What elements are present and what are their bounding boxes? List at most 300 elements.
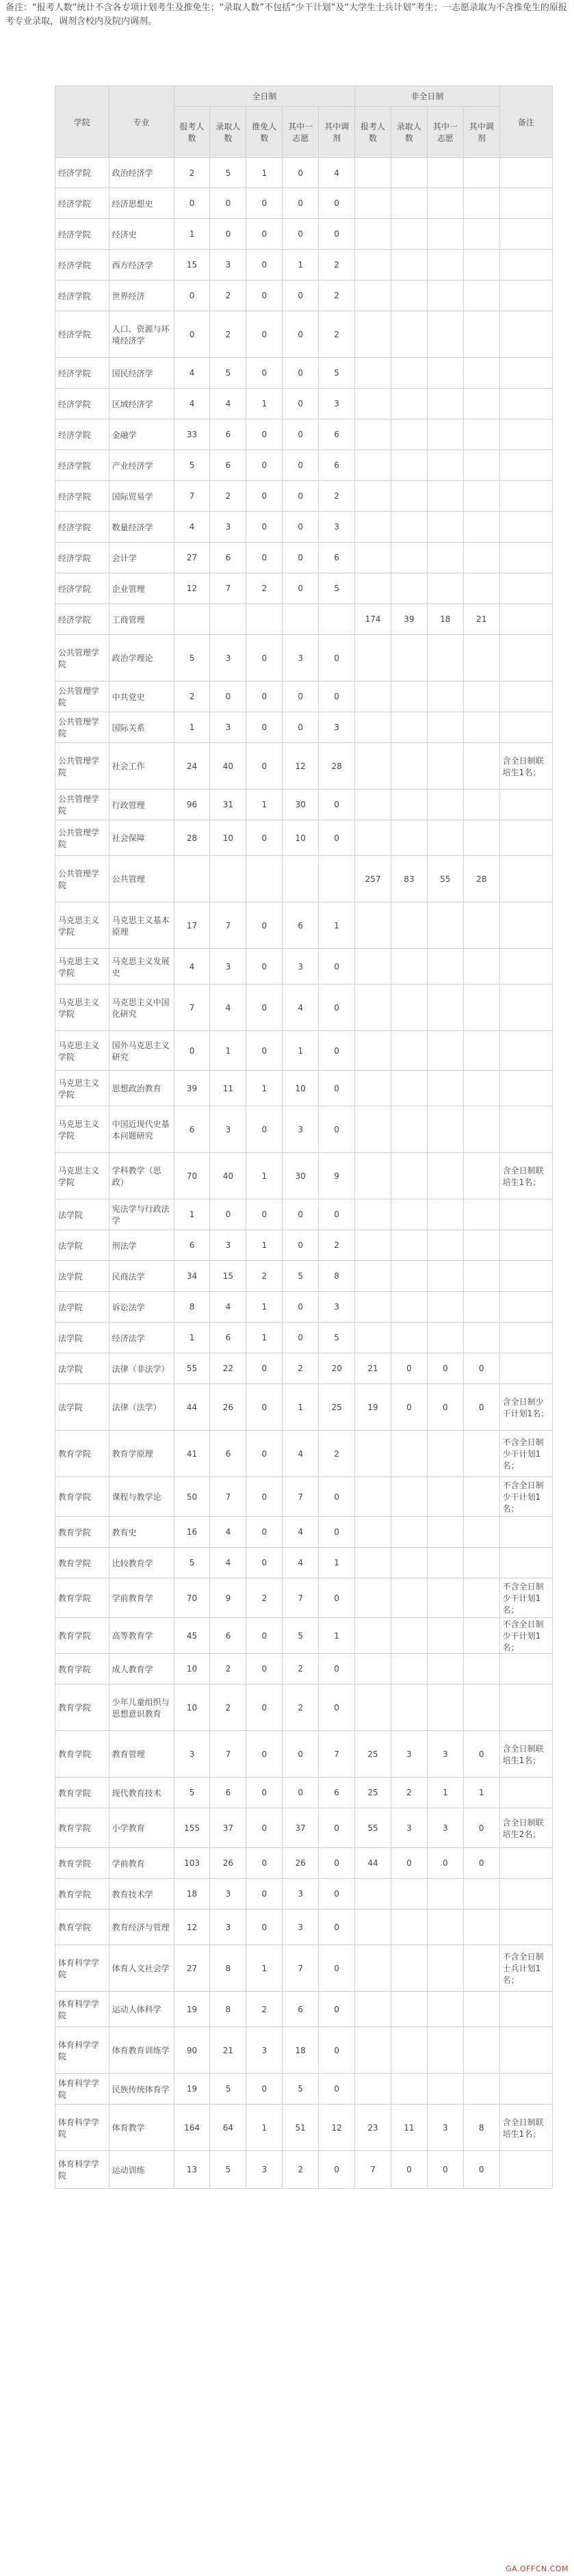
value-cell: 0 xyxy=(246,358,283,389)
value-cell: 64 xyxy=(210,2105,246,2151)
major-cell: 世界经济 xyxy=(109,281,174,311)
remark-cell xyxy=(499,450,552,481)
major-cell: 民族传统体育学 xyxy=(109,2074,174,2105)
table-row xyxy=(55,219,553,250)
value-cell xyxy=(391,743,427,790)
value-cell: 2 xyxy=(210,481,246,512)
value-cell: 6 xyxy=(319,450,355,481)
value-cell: 12 xyxy=(174,573,210,604)
value-cell: 28 xyxy=(174,820,210,856)
value-cell: 0 xyxy=(319,1106,355,1153)
remark-cell xyxy=(499,281,552,311)
value-cell: 0 xyxy=(283,389,319,419)
table-row xyxy=(55,1992,553,2027)
value-cell: 51 xyxy=(283,2105,319,2151)
value-cell: 15 xyxy=(174,250,210,281)
value-cell: 0 xyxy=(319,1477,355,1517)
value-cell xyxy=(319,604,355,635)
college-cell: 经济学院 xyxy=(55,281,109,311)
remark-cell xyxy=(499,1654,552,1684)
value-cell xyxy=(355,1071,391,1106)
remark-cell xyxy=(499,902,552,949)
value-cell xyxy=(391,158,427,188)
major-cell: 比较教育学 xyxy=(109,1548,174,1578)
value-cell: 30 xyxy=(283,1153,319,1199)
value-cell: 0 xyxy=(283,543,319,573)
value-cell: 0 xyxy=(246,1731,283,1778)
value-cell xyxy=(355,158,391,188)
remark-cell xyxy=(499,790,552,820)
value-cell xyxy=(391,543,427,573)
remark-cell xyxy=(499,856,552,902)
college-cell: 经济学院 xyxy=(55,250,109,281)
college-cell: 公共管理学院 xyxy=(55,820,109,856)
value-cell: 2 xyxy=(246,1578,283,1618)
value-cell xyxy=(427,1199,463,1230)
value-cell: 3 xyxy=(319,712,355,743)
value-cell xyxy=(355,790,391,820)
value-cell: 2 xyxy=(319,281,355,311)
table-row xyxy=(55,1808,553,1848)
value-cell xyxy=(391,1910,427,1945)
value-cell: 2 xyxy=(319,1431,355,1477)
remark-cell: 含全日制联培生1名； xyxy=(499,1153,552,1199)
value-cell xyxy=(463,712,499,743)
major-cell: 体育教育训练学 xyxy=(109,2027,174,2074)
value-cell xyxy=(463,1910,499,1945)
value-cell: 23 xyxy=(355,2105,391,2151)
watermark: GA.OFFCN.COM xyxy=(506,2564,569,2573)
value-cell: 2 xyxy=(283,2151,319,2189)
value-cell xyxy=(355,512,391,543)
value-cell xyxy=(391,250,427,281)
value-cell: 22 xyxy=(210,1353,246,1384)
value-cell xyxy=(391,1323,427,1353)
value-cell xyxy=(463,543,499,573)
value-cell: 3 xyxy=(283,1106,319,1153)
major-cell: 诉讼法学 xyxy=(109,1292,174,1323)
value-cell xyxy=(355,1199,391,1230)
value-cell: 0 xyxy=(427,1353,463,1384)
value-cell: 7 xyxy=(210,902,246,949)
value-cell xyxy=(427,419,463,450)
major-cell: 西方经济学 xyxy=(109,250,174,281)
table-row xyxy=(55,1731,553,1778)
major-cell: 民商法学 xyxy=(109,1261,174,1292)
value-cell: 0 xyxy=(319,635,355,681)
value-cell: 13 xyxy=(174,2151,210,2189)
value-cell xyxy=(246,856,283,902)
value-cell: 0 xyxy=(246,2074,283,2105)
value-cell xyxy=(463,1548,499,1578)
value-cell: 2 xyxy=(210,281,246,311)
value-cell xyxy=(391,419,427,450)
college-cell: 教育学院 xyxy=(55,1654,109,1684)
major-cell: 区域经济学 xyxy=(109,389,174,419)
major-cell: 人口、资源与环境经济学 xyxy=(109,311,174,358)
major-cell: 政治经济学 xyxy=(109,158,174,188)
value-cell xyxy=(463,1292,499,1323)
value-cell: 4 xyxy=(174,358,210,389)
value-cell: 55 xyxy=(174,1353,210,1384)
value-cell xyxy=(427,219,463,250)
value-cell xyxy=(427,2027,463,2074)
value-cell xyxy=(391,820,427,856)
college-cell: 经济学院 xyxy=(55,188,109,219)
value-cell xyxy=(427,1071,463,1106)
value-cell xyxy=(463,681,499,712)
value-cell: 0 xyxy=(319,1879,355,1910)
value-cell xyxy=(246,604,283,635)
header-sub: 录取人数 xyxy=(210,107,246,158)
value-cell: 0 xyxy=(319,1071,355,1106)
remark-cell xyxy=(499,949,552,985)
value-cell xyxy=(463,949,499,985)
major-cell: 中共党史 xyxy=(109,681,174,712)
table-row xyxy=(55,1384,553,1431)
value-cell: 5 xyxy=(319,358,355,389)
value-cell: 1 xyxy=(174,1323,210,1353)
value-cell xyxy=(463,743,499,790)
value-cell: 4 xyxy=(210,1292,246,1323)
value-cell xyxy=(463,250,499,281)
value-cell: 50 xyxy=(174,1477,210,1517)
value-cell: 8 xyxy=(319,1261,355,1292)
value-cell: 1 xyxy=(283,1384,319,1431)
value-cell: 1 xyxy=(246,1292,283,1323)
value-cell: 9 xyxy=(210,1578,246,1618)
value-cell xyxy=(391,1153,427,1199)
remark-cell xyxy=(499,573,552,604)
remark-cell xyxy=(499,1910,552,1945)
college-cell: 马克思主义学院 xyxy=(55,1071,109,1106)
major-cell: 马克思主义基本原理 xyxy=(109,902,174,949)
table-row xyxy=(55,1684,553,1731)
value-cell: 0 xyxy=(427,1848,463,1879)
remark-cell xyxy=(499,681,552,712)
value-cell: 2 xyxy=(210,1684,246,1731)
value-cell xyxy=(355,2074,391,2105)
value-cell: 10 xyxy=(174,1684,210,1731)
value-cell xyxy=(463,1071,499,1106)
value-cell: 3 xyxy=(283,949,319,985)
value-cell xyxy=(463,1992,499,2027)
value-cell: 6 xyxy=(210,543,246,573)
value-cell xyxy=(391,1261,427,1292)
remark-cell xyxy=(499,188,552,219)
value-cell: 0 xyxy=(283,1778,319,1808)
value-cell: 3 xyxy=(319,1292,355,1323)
value-cell: 8 xyxy=(174,1292,210,1323)
value-cell: 5 xyxy=(210,358,246,389)
value-cell: 0 xyxy=(463,1384,499,1431)
value-cell xyxy=(391,1578,427,1618)
major-cell: 成人教育学 xyxy=(109,1654,174,1684)
value-cell: 55 xyxy=(427,856,463,902)
value-cell: 19 xyxy=(355,1384,391,1431)
major-cell: 会计学 xyxy=(109,543,174,573)
value-cell: 0 xyxy=(283,712,319,743)
value-cell xyxy=(355,1292,391,1323)
value-cell: 3 xyxy=(319,389,355,419)
value-cell xyxy=(427,1230,463,1261)
value-cell: 31 xyxy=(210,790,246,820)
value-cell: 5 xyxy=(319,1323,355,1353)
value-cell: 6 xyxy=(319,543,355,573)
value-cell: 5 xyxy=(210,2074,246,2105)
value-cell: 8 xyxy=(210,1945,246,1992)
college-cell: 马克思主义学院 xyxy=(55,985,109,1031)
value-cell xyxy=(391,389,427,419)
value-cell xyxy=(427,573,463,604)
value-cell: 2 xyxy=(210,1654,246,1684)
college-cell: 马克思主义学院 xyxy=(55,949,109,985)
major-cell: 经济史 xyxy=(109,219,174,250)
header-remark: 备注 xyxy=(499,86,552,158)
remark-cell xyxy=(499,1848,552,1879)
value-cell: 70 xyxy=(174,1153,210,1199)
value-cell xyxy=(463,790,499,820)
major-cell: 公共管理 xyxy=(109,856,174,902)
value-cell: 3 xyxy=(427,1731,463,1778)
college-cell: 教育学院 xyxy=(55,1548,109,1578)
value-cell: 21 xyxy=(210,2027,246,2074)
table-row xyxy=(55,949,553,985)
college-cell: 体育科学学院 xyxy=(55,1945,109,1992)
header-sub: 报考人数 xyxy=(174,107,210,158)
value-cell: 0 xyxy=(246,1848,283,1879)
college-cell: 经济学院 xyxy=(55,604,109,635)
value-cell xyxy=(355,2027,391,2074)
remark-cell xyxy=(499,635,552,681)
value-cell xyxy=(355,1261,391,1292)
value-cell xyxy=(355,820,391,856)
value-cell: 12 xyxy=(174,1910,210,1945)
value-cell: 0 xyxy=(319,2027,355,2074)
value-cell: 5 xyxy=(174,450,210,481)
remark-note: 备注：“报考人数”统计不含各专项计划考生及推免生；“录取人数”不包括“少干计划”及“大学生士兵计划”考生；一志愿录取为不含推免生的原报考专业录取，调剂含校内及院内调剂。 xyxy=(5,3,567,27)
remark-cell: 含全日制少干计划1名； xyxy=(499,1384,552,1431)
value-cell: 6 xyxy=(319,1778,355,1808)
value-cell: 0 xyxy=(319,949,355,985)
table-row xyxy=(55,712,553,743)
value-cell: 0 xyxy=(319,790,355,820)
value-cell: 1 xyxy=(283,1031,319,1071)
value-cell: 25 xyxy=(355,1731,391,1778)
value-cell: 0 xyxy=(427,1384,463,1431)
value-cell: 0 xyxy=(319,1684,355,1731)
college-cell: 教育学院 xyxy=(55,1848,109,1879)
value-cell: 7 xyxy=(174,481,210,512)
value-cell: 5 xyxy=(174,1778,210,1808)
value-cell: 4 xyxy=(210,1517,246,1548)
major-cell: 马克思主义中国化研究 xyxy=(109,985,174,1031)
value-cell xyxy=(463,358,499,389)
value-cell: 4 xyxy=(283,1548,319,1578)
value-cell: 6 xyxy=(283,1992,319,2027)
value-cell: 2 xyxy=(319,311,355,358)
value-cell: 4 xyxy=(210,1548,246,1578)
value-cell xyxy=(355,543,391,573)
value-cell: 0 xyxy=(246,1910,283,1945)
value-cell: 6 xyxy=(174,1106,210,1153)
value-cell xyxy=(427,1031,463,1071)
value-cell xyxy=(463,1106,499,1153)
table-row xyxy=(55,820,553,856)
value-cell: 0 xyxy=(283,1731,319,1778)
value-cell: 0 xyxy=(319,1654,355,1684)
value-cell: 0 xyxy=(319,820,355,856)
value-cell xyxy=(463,1261,499,1292)
value-cell: 0 xyxy=(319,1199,355,1230)
value-cell xyxy=(391,902,427,949)
value-cell xyxy=(355,450,391,481)
value-cell: 1 xyxy=(319,1618,355,1654)
value-cell: 27 xyxy=(174,1945,210,1992)
value-cell xyxy=(174,604,210,635)
value-cell xyxy=(427,1618,463,1654)
remark-cell xyxy=(499,543,552,573)
value-cell xyxy=(355,1153,391,1199)
value-cell: 0 xyxy=(463,1353,499,1384)
major-cell: 法律（法学） xyxy=(109,1384,174,1431)
value-cell xyxy=(355,419,391,450)
value-cell xyxy=(463,1618,499,1654)
major-cell: 产业经济学 xyxy=(109,450,174,481)
major-cell: 小学教育 xyxy=(109,1808,174,1848)
value-cell xyxy=(463,820,499,856)
remark-cell xyxy=(499,1199,552,1230)
value-cell: 1 xyxy=(246,790,283,820)
value-cell: 0 xyxy=(174,1031,210,1071)
value-cell xyxy=(283,604,319,635)
table-row xyxy=(55,1071,553,1106)
value-cell xyxy=(463,1477,499,1517)
remark-cell xyxy=(499,158,552,188)
value-cell xyxy=(427,1153,463,1199)
value-cell xyxy=(427,949,463,985)
value-cell xyxy=(355,1992,391,2027)
college-cell: 教育学院 xyxy=(55,1431,109,1477)
table-row xyxy=(55,1353,553,1384)
value-cell: 96 xyxy=(174,790,210,820)
value-cell xyxy=(391,1654,427,1684)
value-cell: 0 xyxy=(246,1778,283,1808)
table-row xyxy=(55,1477,553,1517)
value-cell xyxy=(355,1910,391,1945)
college-cell: 经济学院 xyxy=(55,481,109,512)
table-row xyxy=(55,250,553,281)
college-cell: 公共管理学院 xyxy=(55,712,109,743)
value-cell: 0 xyxy=(246,1517,283,1548)
value-cell xyxy=(355,389,391,419)
value-cell: 5 xyxy=(174,635,210,681)
value-cell: 0 xyxy=(246,450,283,481)
major-cell: 马克思主义发展史 xyxy=(109,949,174,985)
major-cell: 课程与教学论 xyxy=(109,1477,174,1517)
value-cell xyxy=(427,543,463,573)
value-cell xyxy=(463,985,499,1031)
value-cell xyxy=(355,311,391,358)
value-cell xyxy=(427,512,463,543)
value-cell: 1 xyxy=(246,158,283,188)
value-cell: 0 xyxy=(391,2151,427,2189)
value-cell: 164 xyxy=(174,2105,210,2151)
table-row xyxy=(55,1431,553,1477)
table-row xyxy=(55,902,553,949)
value-cell: 257 xyxy=(355,856,391,902)
value-cell: 7 xyxy=(283,1477,319,1517)
table-row xyxy=(55,1153,553,1199)
value-cell xyxy=(463,158,499,188)
table-row xyxy=(55,573,553,604)
value-cell xyxy=(463,1230,499,1261)
value-cell xyxy=(427,712,463,743)
value-cell xyxy=(355,635,391,681)
value-cell xyxy=(391,1230,427,1261)
value-cell xyxy=(391,1199,427,1230)
college-cell: 经济学院 xyxy=(55,512,109,543)
value-cell: 0 xyxy=(283,311,319,358)
value-cell xyxy=(355,250,391,281)
value-cell: 20 xyxy=(319,1353,355,1384)
value-cell: 0 xyxy=(246,820,283,856)
value-cell: 1 xyxy=(246,1945,283,1992)
value-cell: 5 xyxy=(210,2151,246,2189)
value-cell: 0 xyxy=(174,311,210,358)
value-cell: 0 xyxy=(246,1384,283,1431)
value-cell xyxy=(427,158,463,188)
college-cell: 教育学院 xyxy=(55,1910,109,1945)
major-cell: 企业管理 xyxy=(109,573,174,604)
college-cell: 经济学院 xyxy=(55,219,109,250)
college-cell: 体育科学学院 xyxy=(55,2105,109,2151)
value-cell: 0 xyxy=(319,2074,355,2105)
remark-cell: 含全日制联培生1名； xyxy=(499,2105,552,2151)
college-cell: 公共管理学院 xyxy=(55,635,109,681)
value-cell: 3 xyxy=(283,635,319,681)
value-cell xyxy=(391,2074,427,2105)
value-cell xyxy=(427,481,463,512)
value-cell: 103 xyxy=(174,1848,210,1879)
college-cell: 教育学院 xyxy=(55,1477,109,1517)
value-cell: 1 xyxy=(463,1778,499,1808)
value-cell xyxy=(463,450,499,481)
value-cell: 0 xyxy=(283,358,319,389)
value-cell: 25 xyxy=(319,1384,355,1431)
value-cell: 2 xyxy=(174,158,210,188)
value-cell: 6 xyxy=(210,1778,246,1808)
value-cell: 12 xyxy=(319,2105,355,2151)
college-cell: 法学院 xyxy=(55,1292,109,1323)
value-cell: 1 xyxy=(319,902,355,949)
value-cell: 0 xyxy=(246,543,283,573)
value-cell: 7 xyxy=(283,1945,319,1992)
value-cell xyxy=(427,188,463,219)
value-cell xyxy=(427,1879,463,1910)
value-cell: 0 xyxy=(246,1684,283,1731)
value-cell xyxy=(391,1106,427,1153)
major-cell: 金融学 xyxy=(109,419,174,450)
value-cell xyxy=(391,1684,427,1731)
value-cell xyxy=(427,311,463,358)
table-row xyxy=(55,1654,553,1684)
value-cell: 0 xyxy=(246,985,283,1031)
remark-cell xyxy=(499,820,552,856)
value-cell xyxy=(319,856,355,902)
value-cell: 0 xyxy=(246,1477,283,1517)
value-cell: 8 xyxy=(210,1992,246,2027)
